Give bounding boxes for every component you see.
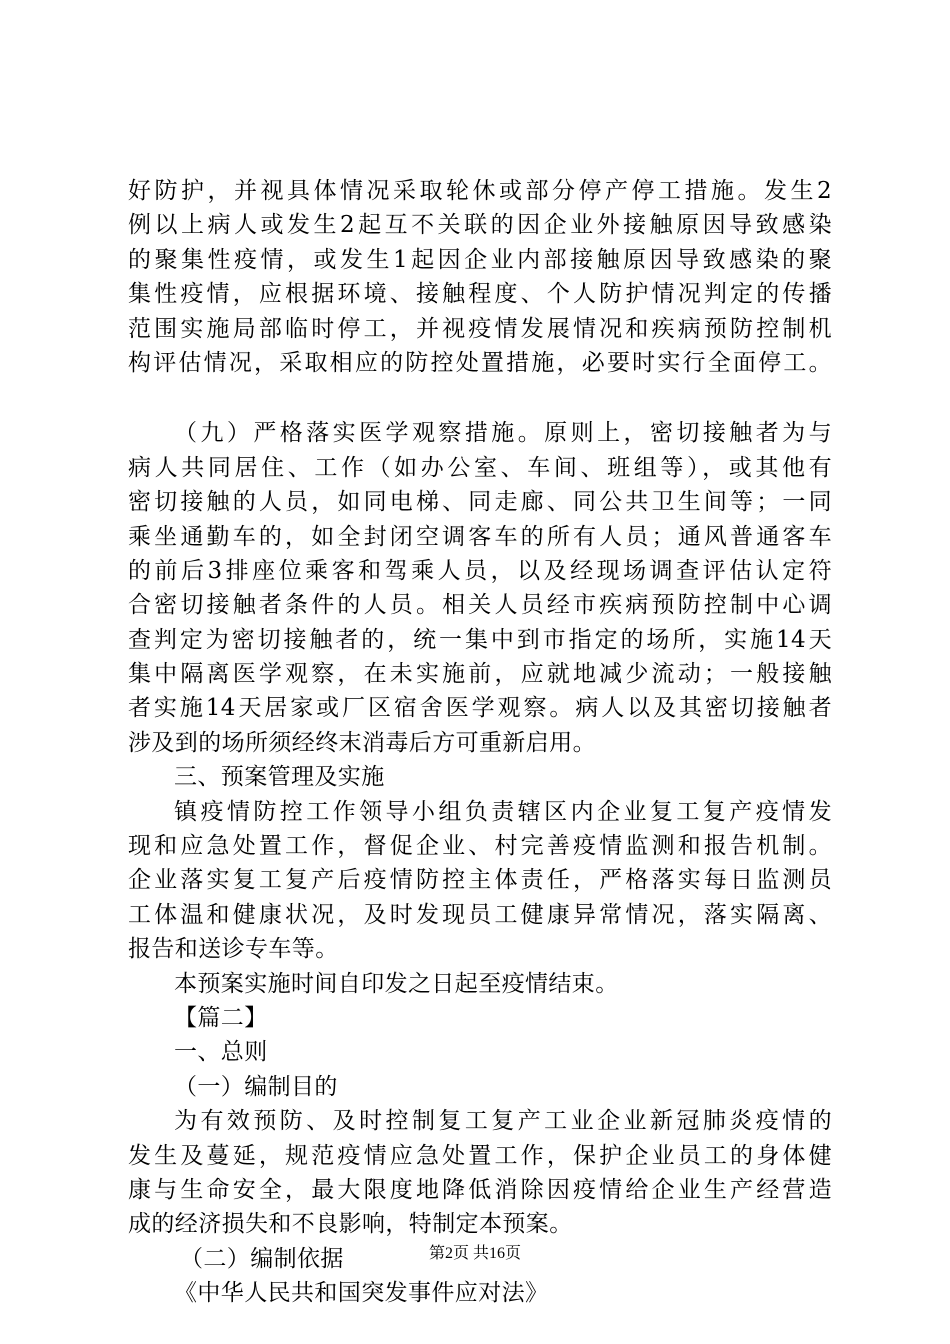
paragraph-line: 发生及蔓延，规范疫情应急处置工作，保护企业员工的身体健 xyxy=(128,1142,832,1169)
document-body xyxy=(128,174,832,1311)
paragraph-line: 构评估情况，采取相应的防控处置措施，必要时实行全面停工。 xyxy=(128,349,832,376)
paragraph-line: 镇疫情防控工作领导小组负责辖区内企业复工复产疫情发 xyxy=(174,798,832,825)
paragraph-line: 查判定为密切接触者的，统一集中到市指定的场所，实施14天 xyxy=(128,626,832,653)
paragraph-line: 本预案实施时间自印发之日起至疫情结束。 xyxy=(174,970,619,997)
paragraph-line: 现和应急处置工作，督促企业、村完善疫情监测和报告机制。 xyxy=(128,833,832,860)
paragraph-line: 工体温和健康状况，及时发现员工健康异常情况，落实隔离、 xyxy=(128,901,832,928)
paragraph-line: 涉及到的场所须经终末消毒后方可重新启用。 xyxy=(128,729,596,756)
paragraph-line: 的前后3排座位乘客和驾乘人员，以及经现场调查评估认定符 xyxy=(128,557,832,584)
paragraph-line: 集性疫情，应根据环境、接触程度、个人防护情况判定的传播 xyxy=(128,281,832,308)
subsection-heading: （一）编制目的 xyxy=(174,1073,338,1100)
section-heading: 一、总则 xyxy=(174,1039,268,1066)
paragraph-line: 康与生命安全，最大限度地降低消除因疫情给企业生产经营造 xyxy=(128,1176,832,1203)
paragraph-line: 病人共同居住、工作（如办公室、车间、班组等），或其他有 xyxy=(128,454,832,481)
paragraph-line: 《中华人民共和国突发事件应对法》 xyxy=(174,1280,549,1307)
paragraph-line: 企业落实复工复产后疫情防控主体责任，严格落实每日监测员 xyxy=(128,867,832,894)
section-heading: 三、预案管理及实施 xyxy=(174,764,385,791)
paragraph-line: 报告和送诊专车等。 xyxy=(128,936,339,963)
paragraph-line: （九）严格落实医学观察措施。原则上，密切接触者为与 xyxy=(174,420,832,447)
page-number-footer: 第2页 共16页 xyxy=(428,1245,521,1262)
part-heading: 【篇二】 xyxy=(174,1004,268,1031)
paragraph-line: 例以上病人或发生2起互不关联的因企业外接触原因导致感染 xyxy=(128,212,832,239)
paragraph-line: 合密切接触者条件的人员。相关人员经市疾病预防控制中心调 xyxy=(128,592,832,619)
paragraph-line: 集中隔离医学观察，在未实施前，应就地减少流动；一般接触 xyxy=(128,661,832,688)
paragraph-line: 好防护，并视具体情况采取轮休或部分停产停工措施。发生2 xyxy=(128,178,832,204)
paragraph-line: 者实施14天居家或厂区宿舍医学观察。病人以及其密切接触者 xyxy=(128,695,832,722)
paragraph-line: 成的经济损失和不良影响，特制定本预案。 xyxy=(128,1211,573,1238)
paragraph-line: 密切接触的人员，如同电梯、同走廊、同公共卫生间等；一同 xyxy=(128,489,832,516)
paragraph-line: 乘坐通勤车的，如全封闭空调客车的所有人员；通风普通客车 xyxy=(128,523,832,550)
paragraph-line: 的聚集性疫情，或发生1起因企业内部接触原因导致感染的聚 xyxy=(128,246,832,273)
paragraph-line: 为有效预防、及时控制复工复产工业企业新冠肺炎疫情的 xyxy=(174,1108,832,1135)
paragraph-line: 范围实施局部临时停工，并视疫情发展情况和疾病预防控制机 xyxy=(128,315,832,342)
subsection-heading: （二）编制依据 xyxy=(180,1245,344,1272)
